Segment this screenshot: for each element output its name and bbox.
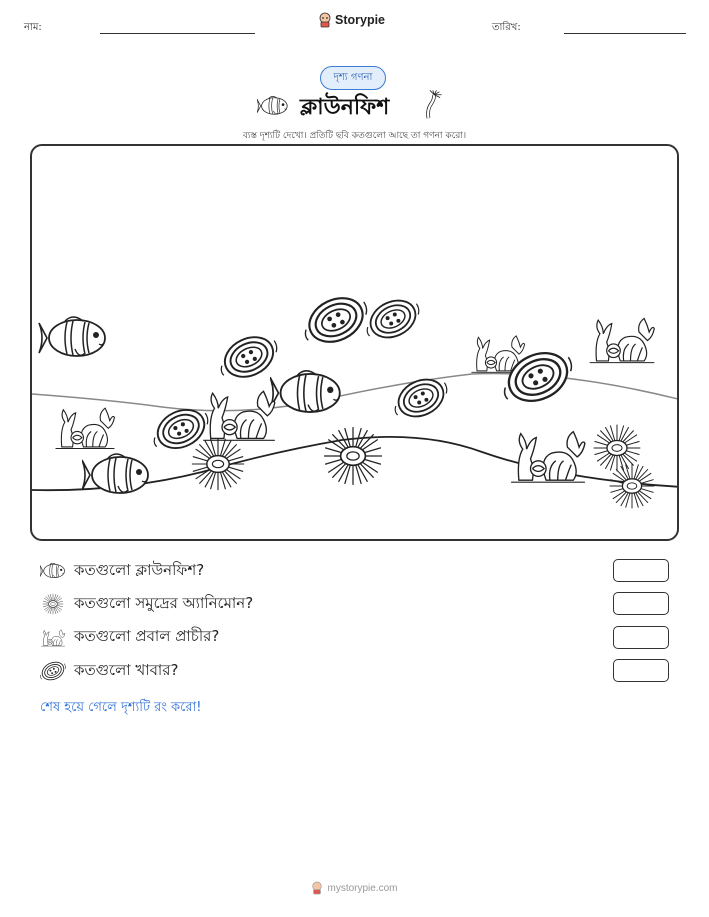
question-text: কতগুলো খাবার? <box>74 660 179 679</box>
question-row <box>40 626 219 648</box>
clownfish <box>38 313 110 363</box>
date-label: তারিখ: <box>492 22 521 33</box>
answer-box-anemone[interactable] <box>613 592 669 615</box>
storypie-mascot-icon <box>311 881 323 895</box>
instructions: ব্যস্ত দৃশ্যটি দেখো। প্রতিটি ছবি কতগুলো আছে তা গণনা করো। <box>242 131 467 141</box>
clownfish-title-icon <box>257 94 289 118</box>
plankton-food <box>153 404 209 454</box>
storypie-mascot-icon <box>318 12 332 28</box>
coral-reef <box>508 420 588 488</box>
coral-reef <box>588 308 656 368</box>
name-label: নাম: <box>24 22 42 33</box>
coloring-note: শেষ হয়ে গেলে দৃশ্যটি রং করো! <box>40 700 202 715</box>
plankton-food <box>503 346 573 408</box>
footer-url[interactable]: mystorypie.com <box>327 882 398 894</box>
question-row <box>40 660 179 682</box>
question-row <box>40 593 253 615</box>
sea-anemone-icon <box>40 593 66 615</box>
plankton-food <box>304 292 368 348</box>
brand-name: Storypie <box>335 13 386 27</box>
coral-reef <box>54 398 116 454</box>
sea-anemone <box>320 425 386 487</box>
scene-count-badge: দৃশ্য গণনা <box>320 66 386 90</box>
clownfish <box>270 366 344 420</box>
question-text: কতগুলো প্রবাল প্রাচীর? <box>74 626 220 645</box>
brand-logo <box>318 12 385 28</box>
coral-reef-icon <box>40 626 66 648</box>
plankton-food <box>220 330 278 384</box>
question-row <box>40 560 204 582</box>
clownfish-icon <box>40 561 66 581</box>
question-text: কতগুলো সমুদ্রের অ্যানিমোন? <box>74 593 254 612</box>
question-text: কতগুলো ক্লাউনফিশ? <box>74 560 205 579</box>
clownfish <box>82 450 152 500</box>
plankton-food <box>366 295 420 343</box>
answer-box-food[interactable] <box>613 659 669 682</box>
plankton-food <box>394 374 448 422</box>
page-title: ক্লাউনফিশ <box>300 95 390 120</box>
name-line[interactable] <box>100 33 255 34</box>
footer <box>0 881 709 895</box>
sea-anemone <box>606 462 658 510</box>
coral-reef <box>200 380 278 446</box>
tube-worm-icon <box>424 90 446 120</box>
answer-box-coral[interactable] <box>613 626 669 649</box>
answer-box-clownfish[interactable] <box>613 559 669 582</box>
plankton-food-icon <box>40 660 66 682</box>
date-line[interactable] <box>564 33 686 34</box>
